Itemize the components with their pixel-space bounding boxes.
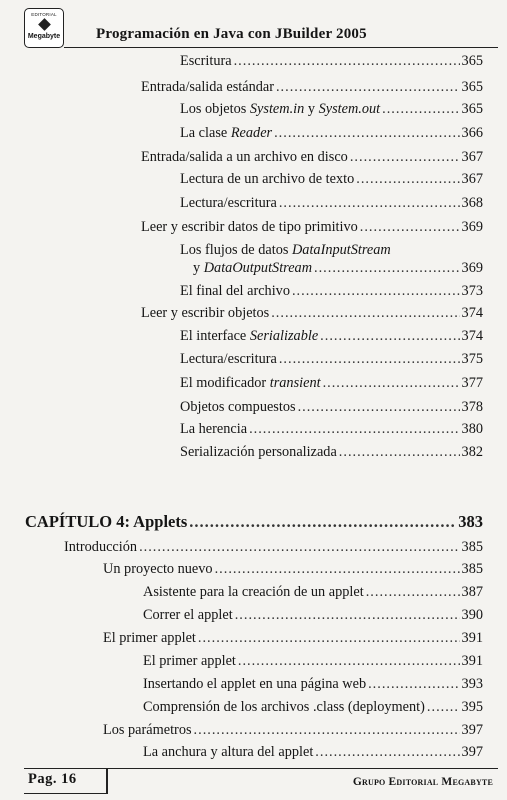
leader-dots — [360, 219, 460, 236]
toc-entry-label: Comprensión de los archivos .class (deployment) — [143, 699, 425, 715]
leader-dots — [339, 444, 460, 461]
toc-entry — [180, 53, 483, 70]
toc-entry — [180, 328, 483, 345]
toc-entry-page: 374 — [461, 305, 483, 321]
toc-entry-page: 374 — [461, 328, 483, 344]
leader-dots — [198, 630, 460, 647]
toc-entry-page: 367 — [461, 171, 483, 187]
toc-entry-page: 391 — [461, 630, 483, 646]
toc-entry — [193, 260, 483, 277]
toc-entry-label: Lectura/escritura — [180, 351, 277, 367]
toc-entry-label: La anchura y altura del applet — [143, 744, 314, 760]
toc-entry-label: Entrada/salida estándar — [141, 79, 274, 95]
leader-dots — [215, 561, 460, 578]
toc-entry — [180, 283, 483, 300]
toc-chapter-entry — [25, 512, 483, 532]
leader-dots — [292, 283, 460, 300]
leader-dots — [274, 125, 459, 142]
toc-entry — [143, 607, 483, 624]
toc-entry-label: Los objetos System.in y System.out — [180, 101, 381, 117]
toc-entry — [180, 351, 483, 368]
toc-entry — [180, 421, 483, 438]
toc-entry-page: 366 — [461, 125, 483, 141]
toc-entry-label: Insertando el applet en una página web — [143, 676, 367, 692]
leader-dots — [249, 421, 459, 438]
toc-entry-page: 369 — [461, 260, 483, 276]
toc-entry — [180, 444, 483, 461]
toc-entry-page: 397 — [461, 744, 483, 760]
page-number: Pag. 16 — [28, 771, 77, 787]
toc-entry — [180, 101, 483, 118]
toc-entry — [141, 149, 483, 166]
toc-entry-page: 365 — [461, 101, 483, 117]
page-number-box — [24, 768, 108, 794]
toc-entry-label: Entrada/salida a un archivo en disco — [141, 149, 348, 165]
logo-name: Megabyte — [27, 33, 61, 40]
toc-entry-label: El interface Serializable — [180, 328, 319, 344]
leader-dots — [194, 722, 460, 739]
toc-entry — [180, 125, 483, 142]
toc-entry — [64, 539, 483, 556]
toc-entry-page: 368 — [461, 195, 483, 211]
toc-entry-page: 397 — [461, 722, 483, 738]
toc-entry-label: Introducción — [64, 539, 138, 555]
toc-entry — [103, 561, 483, 578]
leader-dots — [234, 53, 460, 70]
toc-entry-page: 382 — [461, 444, 483, 460]
toc-entry — [180, 375, 483, 392]
toc-entry-label: El modificador transient — [180, 375, 321, 391]
leader-dots — [382, 101, 459, 118]
toc-entry-label: Objetos compuestos — [180, 399, 296, 415]
toc-entry — [141, 79, 483, 96]
toc-entry-label: Leer y escribir datos de tipo primitivo — [141, 219, 358, 235]
leader-dots — [298, 399, 460, 416]
toc-entry-label: Los flujos de datos DataInputStream — [180, 242, 391, 258]
toc-entry-page: 373 — [461, 283, 483, 299]
toc-entry-page: 375 — [461, 351, 483, 367]
toc-entry-page: 390 — [461, 607, 483, 623]
leader-dots — [238, 653, 460, 670]
chapter-title: CAPÍTULO 4: Applets — [25, 512, 188, 531]
toc-entry — [103, 630, 483, 647]
toc-entry — [143, 584, 483, 601]
leader-dots — [356, 171, 459, 188]
leader-dots — [139, 539, 459, 556]
leader-dots — [320, 328, 459, 345]
toc-entry-label: Correr el applet — [143, 607, 233, 623]
toc-entry-page: 367 — [461, 149, 483, 165]
toc-entry — [180, 195, 483, 212]
toc-entry — [143, 653, 483, 670]
toc-entry-label: y DataOutputStream — [193, 260, 313, 276]
toc-entry-page: 369 — [461, 219, 483, 235]
leader-dots — [279, 195, 460, 212]
toc-entry-label: Un proyecto nuevo — [103, 561, 213, 577]
toc-entry — [180, 399, 483, 416]
leader-dots — [427, 699, 460, 716]
toc-entry-page: 387 — [461, 584, 483, 600]
logo-top-text: EDITORIAL — [31, 12, 57, 17]
leader-dots — [350, 149, 460, 166]
toc-entry-page: 391 — [461, 653, 483, 669]
toc-entry-label: El primer applet — [143, 653, 236, 669]
toc-entry-label: Los parámetros — [103, 722, 192, 738]
toc-entry-page: 393 — [461, 676, 483, 692]
toc-entry-label: La clase Reader — [180, 125, 273, 141]
footer-rule — [106, 768, 498, 769]
toc-entry-page: 365 — [461, 79, 483, 95]
toc-entry — [143, 744, 483, 761]
leader-dots — [314, 260, 460, 277]
publisher-name: Grupo Editorial Megabyte — [352, 776, 493, 788]
toc-entry-label: Leer y escribir objetos — [141, 305, 270, 321]
toc-entry-page: 365 — [461, 53, 483, 69]
toc-entry — [143, 676, 483, 693]
leader-dots — [323, 375, 460, 392]
leader-dots — [189, 512, 456, 532]
toc-entry-label: La herencia — [180, 421, 248, 437]
toc-entry-label: Escritura — [180, 53, 232, 69]
toc-entry-label: El final del archivo — [180, 283, 290, 299]
toc-entry — [103, 722, 483, 739]
leader-dots — [366, 584, 460, 601]
leader-dots — [276, 79, 460, 96]
toc-entry-page: 385 — [461, 561, 483, 577]
toc-entry-line1 — [180, 242, 483, 259]
book-title: Programación en Java con JBuilder 2005 — [96, 26, 367, 42]
toc-entry-label: Lectura/escritura — [180, 195, 277, 211]
toc-entry — [141, 305, 483, 322]
leader-dots — [315, 744, 459, 761]
leader-dots — [235, 607, 460, 624]
toc-entry-label: Asistente para la creación de un applet — [143, 584, 364, 600]
toc-entry — [141, 219, 483, 236]
toc-entry-label: Serialización personalizada — [180, 444, 337, 460]
leader-dots — [368, 676, 459, 693]
leader-dots — [271, 305, 459, 322]
toc-entry-page: 395 — [461, 699, 483, 715]
toc-entry-page: 385 — [461, 539, 483, 555]
toc-entry — [180, 171, 483, 188]
toc-entry — [143, 699, 483, 716]
leader-dots — [279, 351, 460, 368]
toc-entry-page: 383 — [458, 512, 483, 531]
toc-entry-page: 380 — [461, 421, 483, 437]
toc-entry-label: Lectura de un archivo de texto — [180, 171, 355, 187]
toc-entry-page: 377 — [461, 375, 483, 391]
toc-entry-label: El primer applet — [103, 630, 196, 646]
toc-entry-page: 378 — [461, 399, 483, 415]
